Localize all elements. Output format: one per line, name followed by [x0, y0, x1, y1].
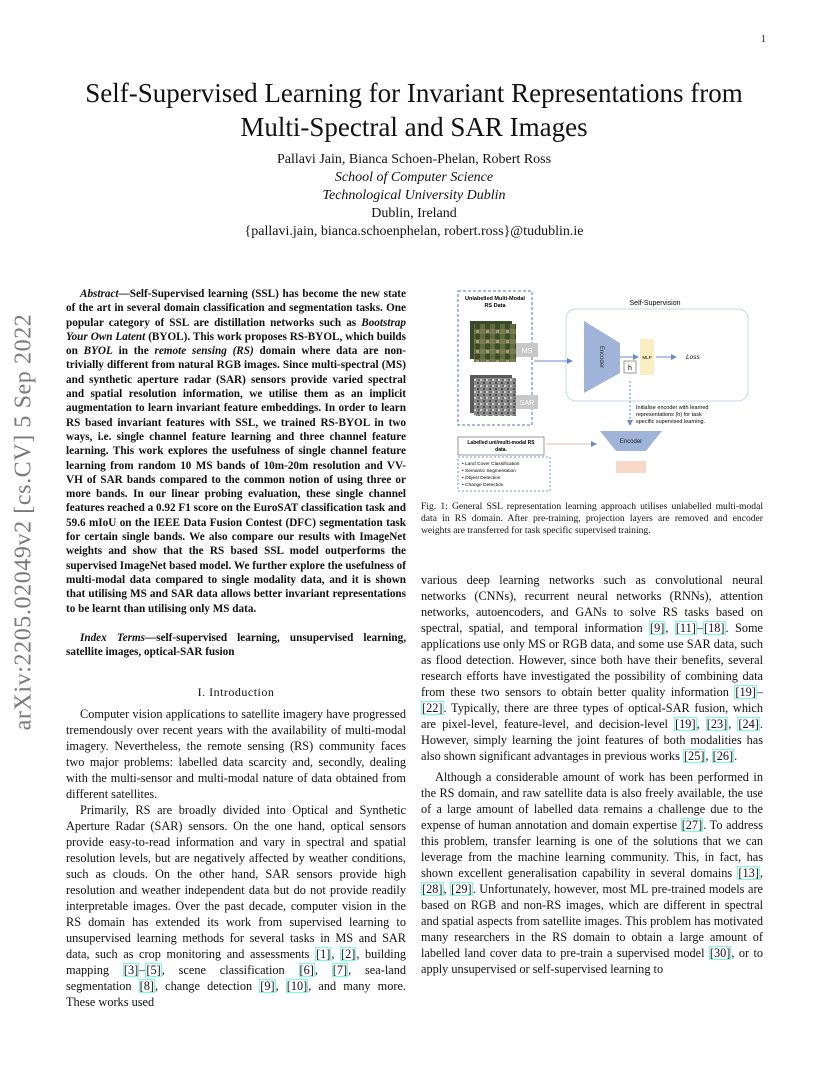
separator: ,: [443, 882, 451, 896]
affiliation-university: Technological University Dublin: [322, 188, 506, 203]
citation-link[interactable]: [3]: [123, 963, 139, 977]
init-note-line-1: Initialise encoder with learned: [636, 405, 709, 411]
separator: –: [696, 621, 704, 635]
abstract-text-2: (BYOL). This work proposes RS-BYOL, which builds on: [66, 330, 407, 358]
sar-label: SAR: [519, 400, 535, 407]
abstract-byol-italic: BYOL: [83, 345, 113, 358]
citation-link[interactable]: [26]: [712, 749, 734, 763]
citation-link[interactable]: [8]: [139, 979, 154, 993]
body-text: . However, simply learning the joint features of both modalities has also shown significant advantages in previous works: [421, 717, 763, 763]
body-text: . Unfortunately, however, most ML pre-trained models are based on RGB and non-RS images, which are different in spectral and spatial aspects from satellite images. This problem has motivated many researchers in the RS domain to obtain a large amount of labelled land cover data to pre-train a supervised model: [421, 882, 764, 960]
abstract-label: Abstract: [80, 288, 119, 300]
index-terms-label: Index Terms: [80, 632, 146, 644]
intro-text: , scene classification: [161, 963, 299, 977]
citation-link[interactable]: [5]: [146, 963, 161, 977]
separator: ,: [331, 947, 341, 961]
paper-title: [60, 76, 768, 144]
citation-link[interactable]: [30]: [709, 946, 731, 960]
abstract-byol-term: Bootstrap Your Own Latent: [66, 316, 406, 343]
init-note-line-2: representations (h) for task: [636, 412, 702, 418]
separator: ,: [728, 717, 738, 731]
citation-link[interactable]: [19]: [735, 685, 756, 699]
separator: ,: [705, 749, 712, 763]
title-line-2: Multi-Spectral and SAR Images: [240, 112, 588, 142]
body-text: Although a considerable amount of work has been performed in the RS domain, and raw satellite data is also freely available, the use of a large amount of labelled data remains a challenge due to the expense of human annotation and domain expertise: [421, 770, 763, 832]
citation-link[interactable]: [22]: [422, 701, 443, 715]
labelled-data-label-1: Labelled uni/multi-modal RS: [467, 440, 535, 446]
abstract-rs-term: remote sensing (RS): [154, 345, 254, 358]
intro-text: Primarily, RS are broadly divided into Optical and Synthetic Aperture Radar (SAR) sensors. On the one hand, optical sensors provide easy-to-read information and vary in spectral and spatial resolution levels, but are negatively affected by weather conditions, such as clouds. On the other hand, SAR sensors provide high resolution and weather independent data but do not provide readily interpretable images. Over the past decade, computer vision in the RS domain has extended its work from supervised learning to unsupervised learning methods for several tasks in MS and SAR data, such as crop monitoring and assessments: [66, 803, 406, 961]
intro-paragraph-2: [66, 802, 406, 1010]
bottom-encoder-label: Encoder: [619, 439, 643, 445]
affiliation-school: School of Computer Science: [334, 170, 494, 185]
citation-link[interactable]: [1]: [316, 947, 331, 961]
citation-link[interactable]: [10]: [286, 979, 308, 993]
separator: ,: [759, 866, 763, 880]
separator: ,: [314, 963, 332, 977]
citation-link[interactable]: [18]: [704, 621, 725, 635]
right-column-text: [421, 572, 763, 977]
loss-label: Loss: [686, 354, 700, 361]
separator: –: [756, 685, 763, 699]
index-terms: [66, 631, 406, 660]
body-text: . To address this problem, transfer learning is one of the solutions that we can leverage from the machine learning community. This, in fact, has shown excellent generalisation capability in several domains: [421, 818, 763, 880]
separator: –: [139, 963, 146, 977]
right-paragraph-1: [421, 572, 763, 764]
citation-link[interactable]: [7]: [332, 963, 348, 977]
self-supervision-label: Self-Supervision: [629, 300, 681, 307]
title-line-1: Self-Supervised Learning for Invariant Representations from: [85, 78, 743, 108]
author-emails: {pallavi.jain, bianca.schoenphelan, robert.ross}@tudublin.ie: [244, 224, 584, 239]
citation-link[interactable]: [25]: [683, 749, 705, 763]
affiliation-city: Dublin, Ireland: [371, 206, 457, 221]
task-item-2: • Semantic Segmentation: [462, 469, 516, 474]
citation-link[interactable]: [24]: [738, 717, 759, 731]
section-heading-introduction: I. Introduction: [197, 685, 275, 699]
index-terms-text: —self-supervised learning, unsupervised learning, satellite images, optical-SAR fusion: [66, 632, 406, 659]
arxiv-identifier-text: arXiv:2205.02049v2 [cs.CV] 5 Sep 2022: [10, 313, 37, 731]
citation-link[interactable]: [2]: [341, 947, 356, 961]
citation-link[interactable]: [6]: [299, 963, 314, 977]
sar-satellite-image: [474, 378, 516, 416]
citation-link[interactable]: [19]: [675, 717, 696, 731]
citation-link[interactable]: [27]: [681, 818, 703, 832]
separator: .: [734, 749, 738, 763]
page-number: 1: [761, 34, 766, 45]
citation-link[interactable]: [28]: [422, 882, 443, 896]
arxiv-identifier[interactable]: [4, 293, 44, 751]
abstract-text-4: domain where data are non-trivially different from natural RGB images. Since multi-spectral (MS) and synthetic aperture radar (SAR) sensors provide varied spectral and spatial resolution information, we utilise them as an implicit augmentation to learn invariant feature embeddings. In order to learn RS based invariant features with SSL, we trained RS-BYOL in two ways, i.e. single channel feature learning and three channel feature learning. This work explores the usefulness of single channel feature learning from random 10 MS bands of 10m-20m resolution and VV-VH of SAR bands compared to the common notion of using three or more bands. In our linear probing evaluation, these single channel features reached a 0.92 F1 score on the EuroSAT classification task and 59.6 mIoU on the IEEE Data Fusion Contest (DFC) segmentation task for certain single bands. We also compare our results with ImageNet weights and show that the RS based SSL model outperforms the supervised ImageNet based model. We further explore the usefulness of multi-modal data compared to single modality data, and it is shown that utilising MS and SAR data allows better invariant representations to be learnt than utilising only MS data.: [66, 345, 406, 615]
unlabelled-data-label-2: RS Data: [484, 303, 506, 309]
authors: Pallavi Jain, Bianca Schoen-Phelan, Robert Ross: [276, 152, 552, 167]
citation-link[interactable]: [13]: [738, 866, 759, 880]
separator: ,: [275, 979, 286, 993]
intro-text: , sea-land segmentation: [66, 963, 406, 993]
body-text: , or to apply unsupervised or self-supervised learning to: [421, 946, 764, 976]
intro-text: , change detection: [155, 979, 260, 993]
abstract-text-3: in the: [112, 345, 155, 358]
task-head-box: [616, 461, 646, 473]
separator: ,: [696, 717, 706, 731]
mlp-label: MLP: [642, 355, 652, 360]
unlabelled-data-label-1: Unlabelled Multi-Modal: [465, 296, 525, 302]
introduction-column: [66, 706, 406, 1010]
intro-text: , and many more. These works used: [66, 979, 406, 1009]
separator: ,: [665, 621, 675, 635]
citation-link[interactable]: [9]: [260, 979, 275, 993]
encoder-label: Encoder: [598, 345, 604, 369]
labelled-data-label-2: data.: [495, 447, 507, 453]
intro-text: , building mapping: [66, 947, 407, 977]
task-item-1: • Land Cover Classification: [462, 462, 520, 467]
abstract-text-1: —Self-Supervised learning (SSL) has become the new state of the art in several domain classification and segmentation tasks. One popular category of SSL are distillation networks such as: [66, 288, 406, 329]
representation-h-label: h: [628, 365, 632, 372]
ms-satellite-image: [474, 324, 516, 362]
citation-link[interactable]: [11]: [675, 621, 696, 635]
task-item-3: • Object Detection: [462, 476, 501, 481]
init-note-line-3: specific supervised learning.: [636, 419, 706, 425]
body-text: . Some applications use only MS or RGB data, and some use SAR data, such as flood detection. However, since both have their benefits, several research efforts have investigated the possibility of combining data from these two sensors to obtain better quality information: [421, 621, 763, 699]
right-paragraph-2: [421, 769, 763, 977]
ms-label: MS: [521, 348, 533, 355]
figure-1-diagram: [450, 289, 750, 494]
abstract: [66, 287, 406, 616]
body-text: various deep learning networks such as convolutional neural networks (CNNs), recurrent neural networks (RNNs), attention networks, autoencoders, and GANs to solve RS tasks based on spectral, spatial, and temporal information: [421, 573, 763, 635]
citation-link[interactable]: [23]: [706, 717, 728, 731]
citation-link[interactable]: [29]: [451, 882, 472, 896]
task-item-4: • Change Detection: [462, 483, 504, 488]
figure-1-caption: Fig. 1: General SSL representation learning approach utilises unlabelled multi-modal data in RS domain. After pre-training, projection layers are removed and encoder weights are transferred for task specific supervised training.: [421, 501, 763, 536]
body-text: . Typically, there are three types of optical-SAR fusion, which are pixel-level, feature-level, and decision-level: [421, 701, 763, 731]
citation-link[interactable]: [9]: [650, 621, 665, 635]
intro-paragraph-1: Computer vision applications to satellite imagery have progressed tremendously over recent years with the availability of multi-modal imagery. Nevertheless, the remote sensing (RS) community faces two major problems: labelled data scarcity and, secondly, dealing with the multi-sensor and multi-modal nature of data obtained from different satellites.: [66, 707, 406, 801]
